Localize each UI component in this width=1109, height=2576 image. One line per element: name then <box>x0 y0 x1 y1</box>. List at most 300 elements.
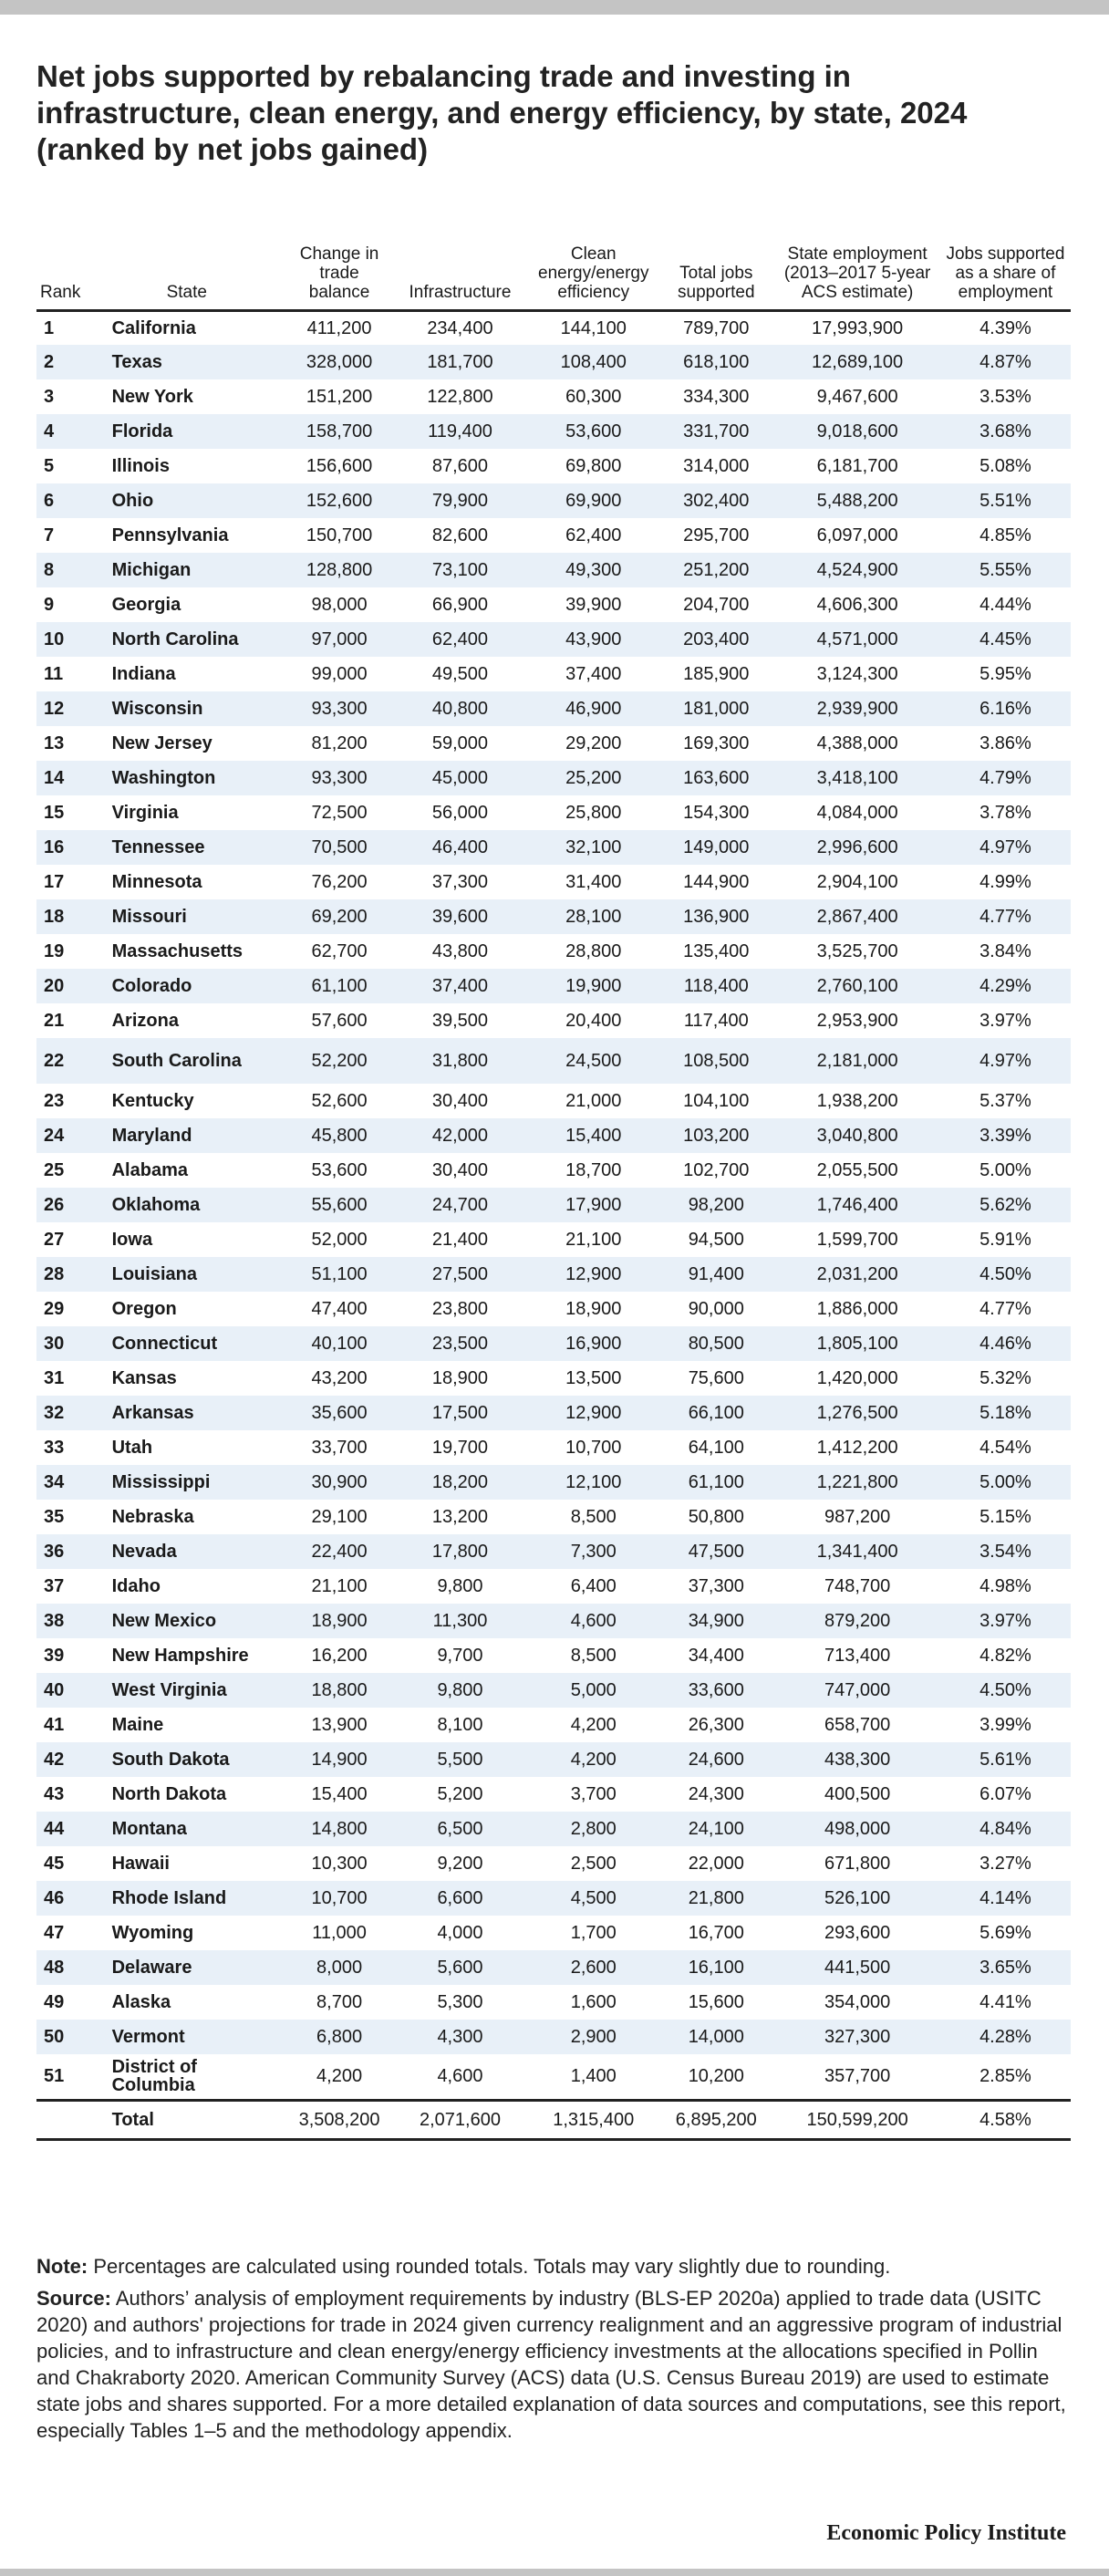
cell-state-employment: 438,300 <box>824 1750 891 1770</box>
top-border <box>0 0 1109 15</box>
table-row <box>36 1604 1071 1638</box>
cell-state-employment: 748,700 <box>824 1576 891 1596</box>
cell-state-employment: 2,760,100 <box>816 976 898 996</box>
cell-state-employment: 1,599,700 <box>816 1230 898 1250</box>
cell-rank: 26 <box>44 1195 65 1215</box>
cell-total-jobs: 21,800 <box>688 1888 744 1908</box>
total-row <box>36 2100 1071 2139</box>
source-label: Source: <box>36 2287 111 2310</box>
cell-infrastructure: 39,500 <box>431 1011 489 1031</box>
cell-infrastructure: 9,200 <box>437 1854 483 1874</box>
cell-share: 3.54% <box>979 1542 1031 1562</box>
cell-trade: 14,900 <box>311 1750 368 1770</box>
cell-infrastructure: 23,500 <box>431 1334 489 1354</box>
cell-trade: 35,600 <box>311 1403 368 1423</box>
cell-state-employment: 2,996,600 <box>816 837 898 857</box>
cell-total-jobs: 136,900 <box>683 907 750 927</box>
cell-share: 5.00% <box>979 1160 1031 1180</box>
cell-clean-energy: 17,900 <box>565 1195 622 1215</box>
cell-state-employment: 3,418,100 <box>816 768 898 788</box>
cell-rank: 28 <box>44 1264 65 1284</box>
cell-infrastructure: 5,600 <box>437 1958 483 1978</box>
cell-rank: 24 <box>44 1126 65 1146</box>
cell-total-jobs: 251,200 <box>683 560 750 580</box>
cell-total-jobs: 144,900 <box>683 872 750 892</box>
cell-state-employment: 879,200 <box>824 1611 891 1631</box>
cell-state-employment: 357,700 <box>824 2066 891 2087</box>
cell-rank: 49 <box>44 1992 65 2012</box>
table-row <box>36 726 1071 761</box>
cell-state-employment: 17,993,900 <box>812 317 904 338</box>
cell-infrastructure: 19,700 <box>431 1438 489 1458</box>
cell-rank: 36 <box>44 1542 65 1562</box>
table-row <box>36 795 1071 830</box>
cell-share: 4.77% <box>979 907 1031 927</box>
cell-state: Ohio <box>111 491 154 511</box>
cell-state-employment: 4,524,900 <box>816 560 898 580</box>
cell-share: 4.29% <box>979 976 1031 996</box>
cell-share: 3.78% <box>979 803 1031 823</box>
cell-share: 5.51% <box>979 491 1031 511</box>
cell-total-jobs: 90,000 <box>688 1299 744 1319</box>
cell-infrastructure: 37,400 <box>431 976 489 996</box>
table-row <box>36 1708 1071 1742</box>
cell-state-employment: 658,700 <box>824 1715 891 1735</box>
cell-rank: 19 <box>44 941 65 961</box>
cell-infrastructure: 59,000 <box>431 733 489 753</box>
cell-clean-energy: 4,200 <box>570 1715 617 1735</box>
cell-state: Alaska <box>111 1992 171 2012</box>
cell-total-jobs: 10,200 <box>688 2066 744 2087</box>
cell-clean-energy: 69,900 <box>565 491 622 511</box>
header-total-jobs: Total jobs supported <box>658 203 774 310</box>
cell-share: 4.54% <box>979 1438 1031 1458</box>
cell-rank: 3 <box>44 387 55 407</box>
bottom-border <box>0 2569 1109 2576</box>
cell-trade: 328,000 <box>306 352 373 372</box>
cell-state: Nevada <box>111 1542 177 1562</box>
cell-state-employment: 1,341,400 <box>816 1542 898 1562</box>
cell-state-employment: 1,746,400 <box>816 1195 898 1215</box>
cell-rank: 7 <box>44 525 55 545</box>
cell-infrastructure: 39,600 <box>431 907 489 927</box>
cell-clean-energy: 1,400 <box>570 2066 617 2087</box>
cell-infrastructure: 9,800 <box>437 1680 483 1700</box>
cell-state-employment: 1,221,800 <box>816 1472 898 1492</box>
cell-state: Georgia <box>111 595 181 615</box>
cell-rank: 17 <box>44 872 65 892</box>
total-rank <box>36 2100 103 2139</box>
cell-total-jobs: 16,100 <box>688 1958 744 1978</box>
cell-rank: 6 <box>44 491 55 511</box>
cell-trade: 72,500 <box>311 803 368 823</box>
cell-infrastructure: 21,400 <box>431 1230 489 1250</box>
cell-clean-energy: 49,300 <box>565 560 622 580</box>
cell-total-jobs: 118,400 <box>683 976 749 996</box>
notes-section <box>36 2253 1067 2449</box>
cell-trade: 151,200 <box>306 387 373 407</box>
cell-share: 3.86% <box>979 733 1031 753</box>
cell-trade: 128,800 <box>306 560 373 580</box>
table-body <box>36 310 1071 2100</box>
cell-total-jobs: 33,600 <box>688 1680 744 1700</box>
cell-state-employment: 713,400 <box>824 1646 891 1666</box>
note-paragraph <box>36 2253 1067 2280</box>
table-row <box>36 414 1071 449</box>
cell-share: 4.28% <box>979 2027 1031 2047</box>
cell-infrastructure: 31,800 <box>431 1051 489 1071</box>
cell-state-employment: 526,100 <box>824 1888 891 1908</box>
cell-rank: 48 <box>44 1958 65 1978</box>
cell-state-employment: 2,181,000 <box>816 1051 898 1071</box>
cell-total-jobs: 103,200 <box>683 1126 750 1146</box>
cell-rank: 9 <box>44 595 55 615</box>
cell-state-employment: 747,000 <box>824 1680 891 1700</box>
cell-infrastructure: 30,400 <box>431 1160 489 1180</box>
cell-infrastructure: 5,200 <box>437 1784 483 1804</box>
cell-clean-energy: 4,600 <box>570 1611 617 1631</box>
cell-clean-energy: 6,400 <box>570 1576 617 1596</box>
table-row <box>36 1916 1071 1950</box>
total-employment: 150,599,200 <box>774 2100 940 2139</box>
cell-rank: 38 <box>44 1611 65 1631</box>
cell-share: 3.84% <box>979 941 1031 961</box>
cell-total-jobs: 64,100 <box>688 1438 744 1458</box>
cell-share: 5.91% <box>979 1230 1031 1250</box>
cell-rank: 2 <box>44 352 55 372</box>
cell-clean-energy: 7,300 <box>570 1542 617 1562</box>
cell-clean-energy: 46,900 <box>565 699 622 719</box>
cell-clean-energy: 16,900 <box>565 1334 622 1354</box>
cell-rank: 12 <box>44 699 65 719</box>
table-row <box>36 1673 1071 1708</box>
cell-infrastructure: 66,900 <box>431 595 489 615</box>
cell-state: Colorado <box>111 976 192 996</box>
cell-state: Virginia <box>111 803 179 823</box>
cell-trade: 10,300 <box>311 1854 368 1874</box>
cell-share: 5.95% <box>979 664 1031 684</box>
cell-trade: 47,400 <box>311 1299 368 1319</box>
cell-total-jobs: 75,600 <box>688 1368 744 1388</box>
cell-share: 5.15% <box>979 1507 1031 1527</box>
cell-share: 4.99% <box>979 872 1031 892</box>
table-row <box>36 2020 1071 2054</box>
cell-total-jobs: 24,300 <box>688 1784 744 1804</box>
cell-rank: 32 <box>44 1403 65 1423</box>
cell-state-employment: 1,938,200 <box>816 1091 898 1111</box>
cell-clean-energy: 18,700 <box>565 1160 622 1180</box>
cell-state: Tennessee <box>111 837 205 857</box>
cell-infrastructure: 17,800 <box>431 1542 489 1562</box>
cell-infrastructure: 11,300 <box>432 1611 488 1631</box>
cell-trade: 98,000 <box>311 595 368 615</box>
cell-trade: 10,700 <box>311 1888 368 1908</box>
total-infrastructure: 2,071,600 <box>391 2100 530 2139</box>
cell-state-employment: 1,886,000 <box>816 1299 898 1319</box>
cell-clean-energy: 1,700 <box>570 1923 617 1943</box>
cell-trade: 70,500 <box>311 837 368 857</box>
cell-state: North Dakota <box>111 1784 227 1804</box>
cell-state-employment: 1,805,100 <box>816 1334 898 1354</box>
cell-trade: 158,700 <box>306 421 373 441</box>
cell-rank: 31 <box>44 1368 65 1388</box>
table-row <box>36 1361 1071 1396</box>
table-row <box>36 1742 1071 1777</box>
cell-state: Nebraska <box>111 1507 194 1527</box>
cell-clean-energy: 31,400 <box>565 872 622 892</box>
cell-trade: 55,600 <box>311 1195 368 1215</box>
cell-rank: 35 <box>44 1507 65 1527</box>
cell-rank: 22 <box>44 1051 65 1071</box>
cell-clean-energy: 25,200 <box>565 768 622 788</box>
source-paragraph <box>36 2285 1067 2444</box>
cell-share: 4.77% <box>979 1299 1031 1319</box>
cell-state-employment: 400,500 <box>824 1784 891 1804</box>
cell-infrastructure: 4,000 <box>437 1923 483 1943</box>
cell-trade: 40,100 <box>311 1334 368 1354</box>
cell-infrastructure: 37,300 <box>431 872 489 892</box>
cell-state: Hawaii <box>111 1854 170 1874</box>
cell-trade: 69,200 <box>311 907 368 927</box>
cell-trade: 52,000 <box>311 1230 368 1250</box>
cell-state-employment: 1,420,000 <box>816 1368 898 1388</box>
cell-infrastructure: 42,000 <box>431 1126 489 1146</box>
cell-rank: 46 <box>44 1888 65 1908</box>
cell-trade: 152,600 <box>306 491 373 511</box>
table-row <box>36 830 1071 865</box>
table-row <box>36 899 1071 934</box>
table-row <box>36 1396 1071 1430</box>
cell-state: Connecticut <box>111 1334 218 1354</box>
table-row <box>36 1003 1071 1038</box>
cell-infrastructure: 73,100 <box>431 560 489 580</box>
cell-trade: 81,200 <box>311 733 368 753</box>
table-row <box>36 1500 1071 1534</box>
cell-clean-energy: 8,500 <box>570 1507 617 1527</box>
cell-rank: 30 <box>44 1334 65 1354</box>
cell-total-jobs: 50,800 <box>688 1507 744 1527</box>
cell-state: Washington <box>111 768 216 788</box>
cell-rank: 1 <box>44 317 55 338</box>
cell-infrastructure: 46,400 <box>431 837 489 857</box>
table-row <box>36 1812 1071 1846</box>
cell-trade: 14,800 <box>311 1819 368 1839</box>
cell-total-jobs: 331,700 <box>683 421 750 441</box>
cell-trade: 15,400 <box>311 1784 368 1804</box>
cell-clean-energy: 4,500 <box>570 1888 617 1908</box>
cell-trade: 61,100 <box>311 976 368 996</box>
table-row <box>36 865 1071 899</box>
cell-state-employment: 2,904,100 <box>816 872 898 892</box>
cell-total-jobs: 47,500 <box>688 1542 744 1562</box>
header-state: State <box>103 203 288 310</box>
cell-share: 4.45% <box>979 629 1031 649</box>
cell-total-jobs: 334,300 <box>683 387 750 407</box>
cell-state-employment: 6,097,000 <box>816 525 898 545</box>
cell-clean-energy: 144,100 <box>560 317 627 338</box>
cell-total-jobs: 204,700 <box>683 595 750 615</box>
cell-share: 4.44% <box>979 595 1031 615</box>
cell-share: 5.08% <box>979 456 1031 476</box>
cell-total-jobs: 98,200 <box>688 1195 744 1215</box>
header-row <box>36 203 1071 310</box>
table-row <box>36 969 1071 1003</box>
cell-total-jobs: 789,700 <box>683 317 750 338</box>
cell-total-jobs: 24,100 <box>688 1819 744 1839</box>
cell-total-jobs: 15,600 <box>688 1992 744 2012</box>
cell-clean-energy: 2,600 <box>570 1958 617 1978</box>
cell-total-jobs: 22,000 <box>688 1854 744 1874</box>
cell-trade: 51,100 <box>311 1264 368 1284</box>
cell-state: Vermont <box>111 2027 185 2047</box>
cell-trade: 62,700 <box>311 941 368 961</box>
cell-trade: 4,200 <box>316 2066 363 2087</box>
cell-state-employment: 1,276,500 <box>816 1403 898 1423</box>
cell-trade: 13,900 <box>311 1715 368 1735</box>
cell-trade: 22,400 <box>311 1542 368 1562</box>
cell-infrastructure: 87,600 <box>431 456 489 476</box>
cell-trade: 11,000 <box>312 1923 367 1943</box>
cell-infrastructure: 79,900 <box>431 491 489 511</box>
cell-trade: 16,200 <box>311 1646 368 1666</box>
cell-infrastructure: 13,200 <box>431 1507 489 1527</box>
cell-state: Louisiana <box>111 1264 197 1284</box>
cell-clean-energy: 37,400 <box>565 664 622 684</box>
cell-rank: 44 <box>44 1819 65 1839</box>
table-row <box>36 1153 1071 1188</box>
cell-clean-energy: 39,900 <box>565 595 622 615</box>
cell-state: Kentucky <box>111 1091 194 1111</box>
cell-infrastructure: 9,800 <box>437 1576 483 1596</box>
cell-total-jobs: 91,400 <box>688 1264 744 1284</box>
cell-state: North Carolina <box>111 629 239 649</box>
cell-state-employment: 327,300 <box>824 2027 891 2047</box>
table-row <box>36 379 1071 414</box>
cell-clean-energy: 2,900 <box>570 2027 617 2047</box>
table-row <box>36 1465 1071 1500</box>
cell-trade: 57,600 <box>311 1011 368 1031</box>
total-share: 4.58% <box>940 2100 1071 2139</box>
cell-state-employment: 3,040,800 <box>816 1126 898 1146</box>
cell-share: 5.00% <box>979 1472 1031 1492</box>
cell-share: 4.84% <box>979 1819 1031 1839</box>
cell-clean-energy: 108,400 <box>560 352 627 372</box>
cell-total-jobs: 149,000 <box>683 837 750 857</box>
cell-share: 5.18% <box>979 1403 1031 1423</box>
cell-rank: 5 <box>44 456 55 476</box>
cell-share: 3.65% <box>979 1958 1031 1978</box>
cell-state: New Mexico <box>111 1611 217 1631</box>
cell-trade: 76,200 <box>311 872 368 892</box>
cell-total-jobs: 102,700 <box>683 1160 750 1180</box>
table-row <box>36 622 1071 657</box>
cell-clean-energy: 12,900 <box>565 1264 622 1284</box>
cell-trade: 97,000 <box>311 629 368 649</box>
cell-state-employment: 2,939,900 <box>816 699 898 719</box>
cell-rank: 42 <box>44 1750 65 1770</box>
cell-infrastructure: 45,000 <box>431 768 489 788</box>
cell-total-jobs: 16,700 <box>688 1923 744 1943</box>
cell-share: 3.99% <box>979 1715 1031 1735</box>
cell-rank: 11 <box>44 664 64 684</box>
cell-state: Arizona <box>111 1011 179 1031</box>
cell-clean-energy: 15,400 <box>565 1126 622 1146</box>
cell-state: New York <box>111 387 193 407</box>
cell-total-jobs: 94,500 <box>688 1230 744 1250</box>
table-row <box>36 691 1071 726</box>
cell-trade: 33,700 <box>311 1438 368 1458</box>
cell-infrastructure: 40,800 <box>431 699 489 719</box>
cell-state-employment: 2,953,900 <box>816 1011 898 1031</box>
cell-rank: 29 <box>44 1299 65 1319</box>
cell-share: 4.14% <box>979 1888 1031 1908</box>
cell-rank: 39 <box>44 1646 65 1666</box>
table-row <box>36 587 1071 622</box>
cell-total-jobs: 37,300 <box>688 1576 744 1596</box>
cell-rank: 8 <box>44 560 55 580</box>
cell-share: 4.97% <box>979 837 1031 857</box>
cell-state: Michigan <box>111 560 192 580</box>
cell-state: Mississippi <box>111 1472 211 1492</box>
cell-rank: 43 <box>44 1784 65 1804</box>
cell-rank: 45 <box>44 1854 65 1874</box>
cell-rank: 18 <box>44 907 65 927</box>
cell-share: 3.39% <box>979 1126 1031 1146</box>
cell-rank: 23 <box>44 1091 65 1111</box>
cell-trade: 99,000 <box>311 664 368 684</box>
cell-state: Alabama <box>111 1160 188 1180</box>
cell-total-jobs: 181,000 <box>683 699 750 719</box>
cell-total-jobs: 154,300 <box>683 803 750 823</box>
table-row <box>36 657 1071 691</box>
cell-infrastructure: 8,100 <box>437 1715 483 1735</box>
cell-clean-energy: 8,500 <box>570 1646 617 1666</box>
cell-share: 3.68% <box>979 421 1031 441</box>
table-row <box>36 1569 1071 1604</box>
cell-total-jobs: 14,000 <box>688 2027 744 2047</box>
cell-state: New Hampshire <box>111 1646 249 1666</box>
header-clean-energy: Clean energy/energy efficiency <box>529 203 658 310</box>
cell-state: Massachusetts <box>111 941 244 961</box>
cell-share: 5.62% <box>979 1195 1031 1215</box>
total-clean-energy: 1,315,400 <box>529 2100 658 2139</box>
cell-total-jobs: 203,400 <box>683 629 750 649</box>
cell-trade: 43,200 <box>311 1368 368 1388</box>
table-row <box>36 1118 1071 1153</box>
cell-clean-energy: 4,200 <box>570 1750 617 1770</box>
cell-trade: 30,900 <box>311 1472 368 1492</box>
table-row <box>36 934 1071 969</box>
cell-trade: 21,100 <box>311 1576 368 1596</box>
cell-share: 5.37% <box>979 1091 1031 1111</box>
cell-trade: 18,900 <box>311 1611 368 1631</box>
cell-infrastructure: 17,500 <box>431 1403 489 1423</box>
cell-trade: 18,800 <box>311 1680 368 1700</box>
cell-state: Florida <box>111 421 173 441</box>
cell-state: Iowa <box>111 1230 153 1250</box>
cell-state: Illinois <box>111 456 170 476</box>
cell-state: Montana <box>111 1819 187 1839</box>
cell-share: 3.97% <box>979 1011 1031 1031</box>
cell-infrastructure: 4,600 <box>437 2066 483 2087</box>
cell-state: Rhode Island <box>111 1888 227 1908</box>
cell-infrastructure: 23,800 <box>431 1299 489 1319</box>
cell-state: Delaware <box>111 1958 192 1978</box>
cell-share: 5.55% <box>979 560 1031 580</box>
cell-share: 4.41% <box>979 1992 1031 2012</box>
cell-infrastructure: 30,400 <box>431 1091 489 1111</box>
cell-infrastructure: 5,300 <box>437 1992 483 2012</box>
